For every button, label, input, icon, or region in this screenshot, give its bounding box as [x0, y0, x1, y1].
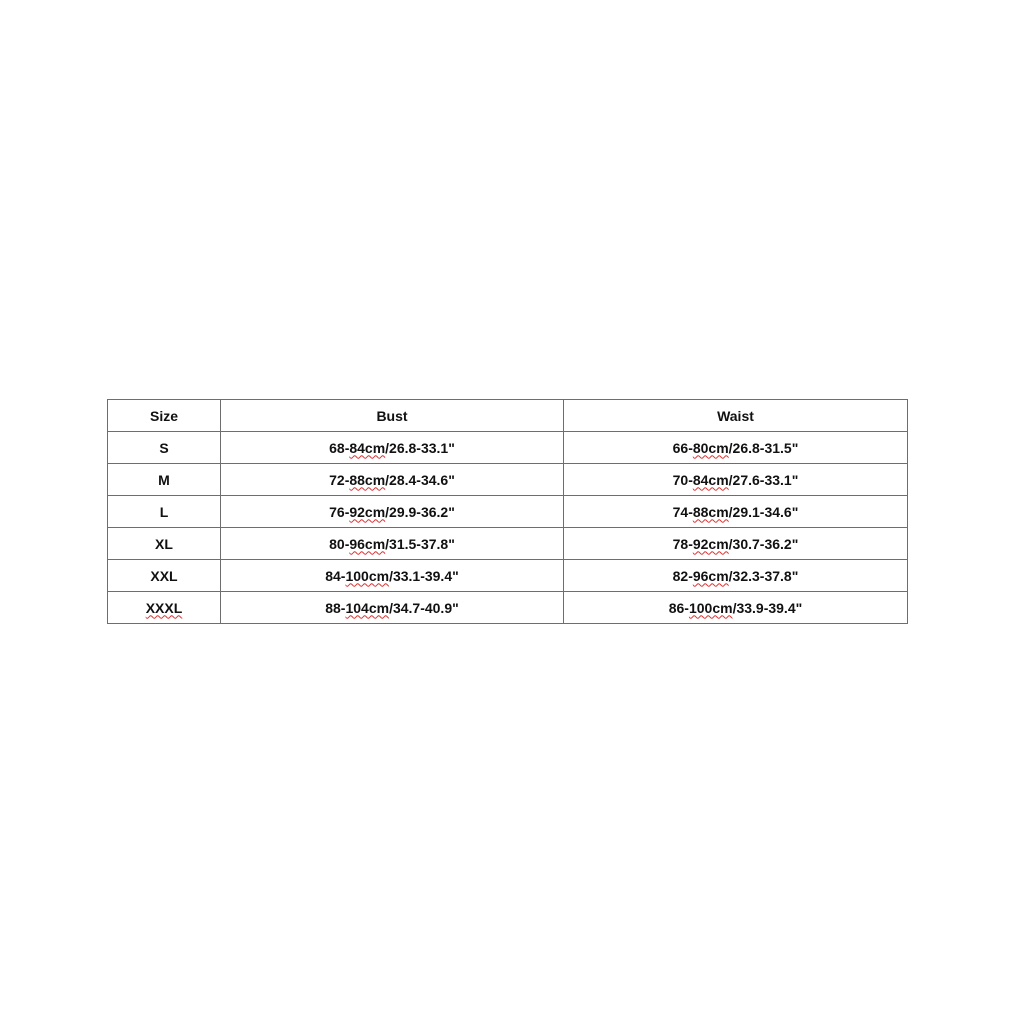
bust-inch: /33.1-39.4": [389, 567, 459, 584]
waist-cm: 96cm: [692, 567, 729, 584]
table-row: [108, 528, 908, 560]
bust-prefix: 80-: [329, 535, 350, 552]
waist-inch: /32.3-37.8": [728, 567, 799, 584]
waist-prefix: 86-: [668, 599, 689, 616]
waist-prefix: 82-: [672, 567, 693, 584]
size-label: XXXL: [145, 599, 183, 616]
bust-cell: [221, 528, 564, 560]
bust-cm: 104cm: [345, 599, 390, 616]
waist-inch: /26.8-31.5": [728, 439, 799, 456]
table-row: [108, 560, 908, 592]
size-chart-table: [107, 399, 908, 624]
size-cell: XL: [108, 528, 221, 560]
bust-inch: /31.5-37.8": [385, 535, 455, 552]
waist-cell: [564, 432, 908, 464]
bust-cell: [221, 496, 564, 528]
header-waist: Waist: [564, 400, 908, 432]
waist-inch: /29.1-34.6": [728, 503, 799, 520]
waist-cm: 84cm: [692, 471, 729, 488]
bust-prefix: 68-: [329, 439, 350, 456]
bust-prefix: 72-: [329, 471, 350, 488]
waist-cm: 92cm: [692, 535, 729, 552]
size-cell: M: [108, 464, 221, 496]
bust-cell: [221, 592, 564, 624]
waist-prefix: 70-: [672, 471, 693, 488]
bust-cm: 84cm: [349, 439, 386, 456]
size-cell: XXL: [108, 560, 221, 592]
table-row: [108, 464, 908, 496]
bust-inch: /34.7-40.9": [389, 599, 459, 616]
header-size: Size: [108, 400, 221, 432]
bust-cell: [221, 432, 564, 464]
bust-cm: 96cm: [349, 535, 386, 552]
table-row: [108, 496, 908, 528]
table-row: [108, 432, 908, 464]
waist-cell: [564, 464, 908, 496]
table-header-row: [108, 400, 908, 432]
waist-prefix: 66-: [672, 439, 693, 456]
bust-inch: /28.4-34.6": [385, 471, 455, 488]
waist-prefix: 78-: [672, 535, 693, 552]
bust-prefix: 76-: [329, 503, 350, 520]
bust-cell: [221, 464, 564, 496]
bust-prefix: 84-: [325, 567, 346, 584]
size-cell: [108, 592, 221, 624]
header-bust: Bust: [221, 400, 564, 432]
waist-cell: [564, 592, 908, 624]
waist-cm: 100cm: [688, 599, 733, 616]
waist-inch: /30.7-36.2": [728, 535, 799, 552]
waist-prefix: 74-: [672, 503, 693, 520]
waist-inch: /33.9-39.4": [732, 599, 803, 616]
size-cell: L: [108, 496, 221, 528]
waist-inch: /27.6-33.1": [728, 471, 799, 488]
size-cell: S: [108, 432, 221, 464]
waist-cell: [564, 496, 908, 528]
waist-cm: 80cm: [692, 439, 729, 456]
table-row: [108, 592, 908, 624]
waist-cm: 88cm: [692, 503, 729, 520]
bust-inch: /29.9-36.2": [385, 503, 455, 520]
bust-prefix: 88-: [325, 599, 346, 616]
bust-cm: 92cm: [349, 503, 386, 520]
bust-cm: 100cm: [345, 567, 390, 584]
bust-cm: 88cm: [349, 471, 386, 488]
bust-inch: /26.8-33.1": [385, 439, 455, 456]
waist-cell: [564, 560, 908, 592]
waist-cell: [564, 528, 908, 560]
bust-cell: [221, 560, 564, 592]
